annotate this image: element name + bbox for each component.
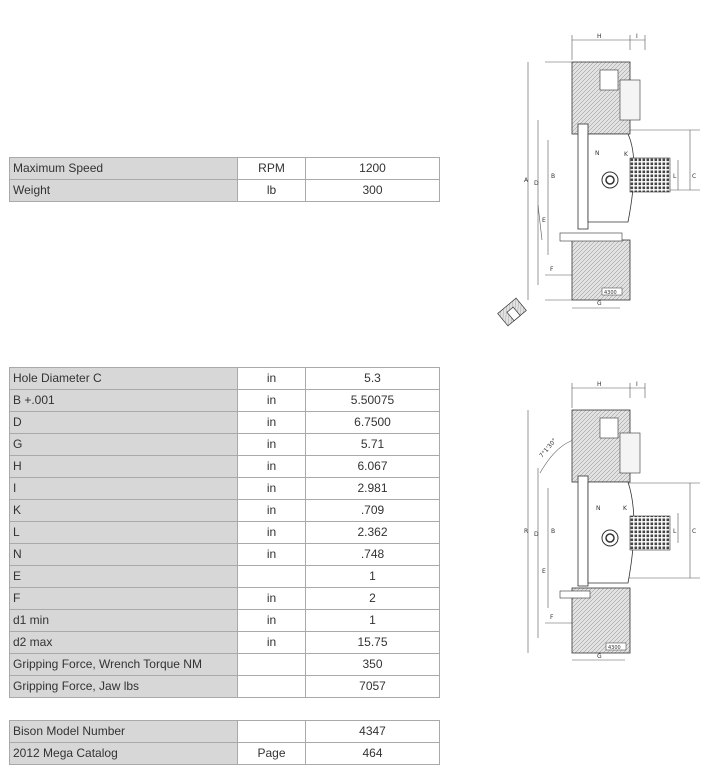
angle-label: 7°1'30°	[538, 437, 559, 460]
row-unit	[238, 676, 306, 698]
dim-label: A	[524, 177, 529, 184]
row-unit: in	[238, 412, 306, 434]
chuck-drawing-top	[490, 30, 705, 345]
row-unit: in	[238, 434, 306, 456]
table-row	[10, 500, 440, 522]
row-value: 4347	[306, 721, 440, 743]
table-row	[10, 632, 440, 654]
row-unit: in	[238, 588, 306, 610]
dim-label: I	[636, 381, 638, 388]
table-row	[10, 390, 440, 412]
table-row	[10, 610, 440, 632]
row-label: Weight	[10, 180, 238, 202]
row-unit: in	[238, 522, 306, 544]
row-value: 5.71	[306, 434, 440, 456]
row-unit: in	[238, 390, 306, 412]
dim-label: H	[597, 33, 602, 40]
row-label: Gripping Force, Jaw lbs	[10, 676, 238, 698]
table-row	[10, 478, 440, 500]
table-row	[10, 434, 440, 456]
row-label: B +.001	[10, 390, 238, 412]
row-unit	[238, 721, 306, 743]
row-label: F	[10, 588, 238, 610]
table-row	[10, 544, 440, 566]
row-unit: in	[238, 478, 306, 500]
table-row	[10, 676, 440, 698]
table-row	[10, 721, 440, 743]
table-row	[10, 368, 440, 390]
model-catalog-table	[9, 720, 440, 765]
row-label: K	[10, 500, 238, 522]
row-value: 5.50075	[306, 390, 440, 412]
table-row	[10, 588, 440, 610]
table-row	[10, 522, 440, 544]
dimensions-table	[9, 367, 440, 698]
dim-label: B	[551, 173, 556, 180]
row-value: 1200	[306, 158, 440, 180]
row-unit: RPM	[238, 158, 306, 180]
row-value: 300	[306, 180, 440, 202]
row-label: E	[10, 566, 238, 588]
row-value: 15.75	[306, 632, 440, 654]
row-unit: lb	[238, 180, 306, 202]
dim-label: D	[534, 531, 539, 538]
row-label: N	[10, 544, 238, 566]
row-label: L	[10, 522, 238, 544]
row-label: I	[10, 478, 238, 500]
row-label: H	[10, 456, 238, 478]
dim-label: F	[550, 266, 554, 273]
row-value: 7057	[306, 676, 440, 698]
row-unit: in	[238, 500, 306, 522]
dim-label: G	[597, 653, 602, 660]
dim-label: E	[542, 568, 546, 575]
row-label: d2 max	[10, 632, 238, 654]
row-label: Bison Model Number	[10, 721, 238, 743]
dim-label: R	[524, 528, 529, 535]
row-value: 1	[306, 566, 440, 588]
row-value: .748	[306, 544, 440, 566]
row-unit: Page	[238, 743, 306, 765]
row-label: D	[10, 412, 238, 434]
row-unit: in	[238, 610, 306, 632]
row-unit: in	[238, 368, 306, 390]
row-unit	[238, 566, 306, 588]
dim-label: K	[624, 151, 628, 158]
dim-label: N	[596, 505, 601, 512]
dim-label: D	[534, 180, 539, 187]
row-label: 2012 Mega Catalog	[10, 743, 238, 765]
row-value: 6.7500	[306, 412, 440, 434]
stamp-label: 4300	[608, 645, 621, 651]
row-label: Gripping Force, Wrench Torque NM	[10, 654, 238, 676]
dim-label: L	[673, 173, 677, 180]
speed-weight-table	[9, 157, 440, 202]
stamp-label: 4300	[604, 290, 617, 296]
table-row	[10, 654, 440, 676]
row-unit	[238, 654, 306, 676]
dim-label: L	[673, 528, 677, 535]
row-value: 2.362	[306, 522, 440, 544]
row-label: Hole Diameter C	[10, 368, 238, 390]
row-value: 2	[306, 588, 440, 610]
dim-label: N	[595, 150, 600, 157]
row-label: d1 min	[10, 610, 238, 632]
row-value: 2.981	[306, 478, 440, 500]
dim-label: G	[597, 300, 602, 307]
table-row	[10, 743, 440, 765]
row-value: 5.3	[306, 368, 440, 390]
row-unit: in	[238, 456, 306, 478]
row-unit: in	[238, 544, 306, 566]
row-unit: in	[238, 632, 306, 654]
table-row	[10, 158, 440, 180]
table-row	[10, 456, 440, 478]
dim-label: I	[636, 33, 638, 40]
row-label: G	[10, 434, 238, 456]
row-value: .709	[306, 500, 440, 522]
row-value: 350	[306, 654, 440, 676]
dim-label: K	[623, 505, 627, 512]
dim-label: H	[597, 381, 602, 388]
dim-label: B	[551, 528, 556, 535]
dim-label: E	[542, 217, 546, 224]
table-row	[10, 180, 440, 202]
dim-label: C	[692, 173, 697, 180]
table-row	[10, 566, 440, 588]
row-value: 1	[306, 610, 440, 632]
row-label: Maximum Speed	[10, 158, 238, 180]
dim-label: F	[550, 614, 554, 621]
table-row	[10, 412, 440, 434]
row-value: 6.067	[306, 456, 440, 478]
chuck-drawing-bottom	[510, 378, 705, 668]
row-value: 464	[306, 743, 440, 765]
dim-label: C	[692, 528, 697, 535]
